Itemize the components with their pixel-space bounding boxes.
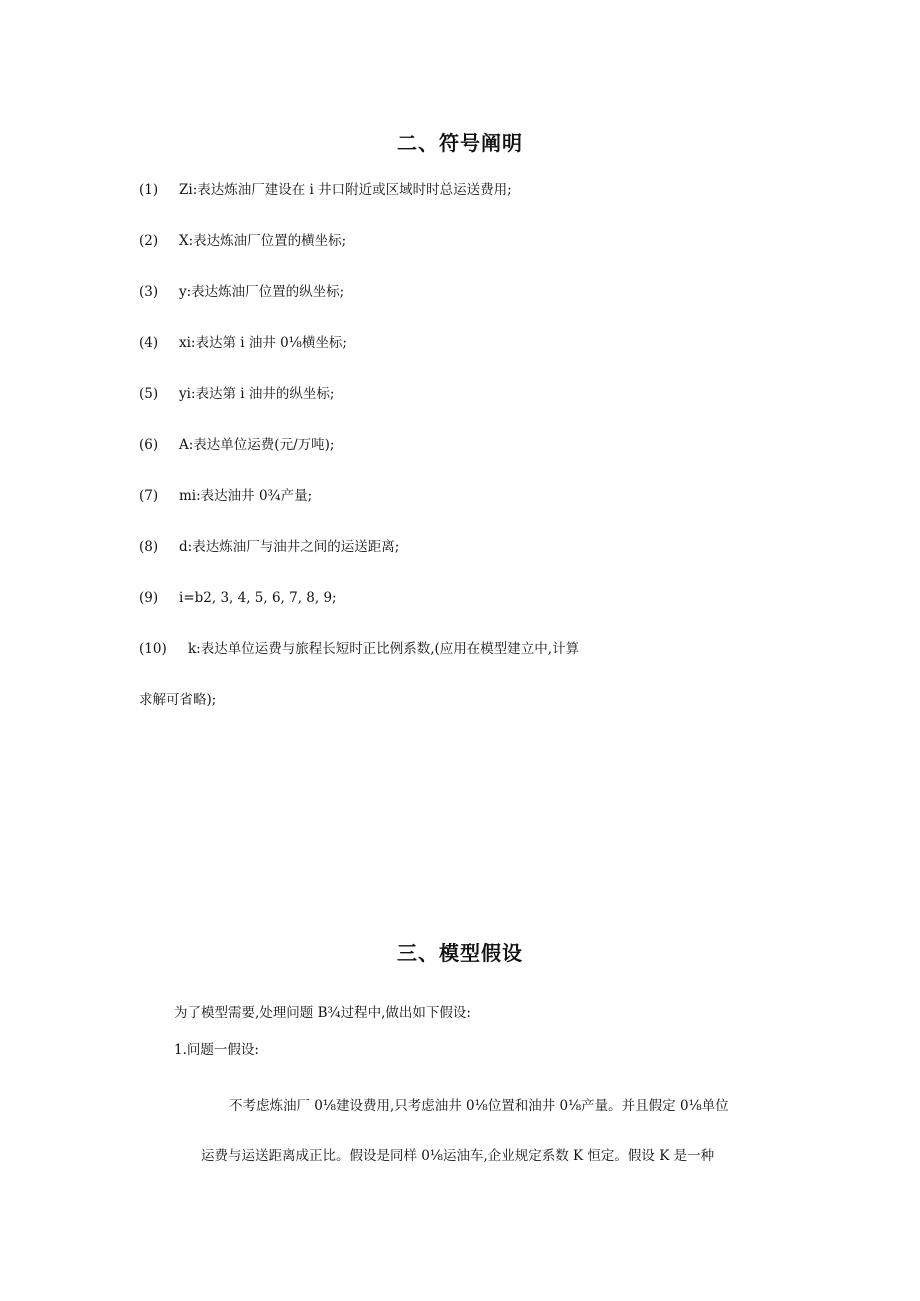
symbol-item-5 bbox=[139, 385, 334, 403]
symbol-item-6 bbox=[139, 436, 334, 454]
item-number: (4) bbox=[139, 335, 159, 351]
symbol-item-1 bbox=[139, 181, 512, 199]
item-text: yi:表达第 i 油井的纵坐标; bbox=[179, 386, 335, 402]
item-number: (3) bbox=[139, 284, 159, 300]
item-number: (9) bbox=[139, 590, 159, 606]
item-number: (6) bbox=[139, 437, 159, 453]
item-text: d:表达炼油厂与油井之间的运送距离; bbox=[179, 539, 400, 555]
symbol-item-9 bbox=[139, 589, 337, 607]
assumption-sub-heading-1: 1.问题一假设: bbox=[174, 1042, 259, 1058]
section-3-title: 三、模型假设 bbox=[397, 941, 523, 965]
section-2-title: 二、符号阐明 bbox=[397, 131, 523, 155]
item-number: (1) bbox=[139, 182, 159, 198]
symbol-item-3 bbox=[139, 283, 344, 301]
assumption-paragraph-line-2: 运费与运送距离成正比。假设是同样 0⅛运油车,企业规定系数 K 恒定。假设 K 是一种 bbox=[201, 1148, 715, 1164]
item-number: (8) bbox=[139, 539, 159, 555]
item-number: (10) bbox=[139, 641, 167, 657]
symbol-item-10-continuation: 求解可省略); bbox=[139, 692, 217, 708]
item-text: Zi:表达炼油厂建设在 i 井口附近或区域时时总运送费用; bbox=[179, 182, 512, 198]
symbol-item-8 bbox=[139, 538, 399, 556]
item-text: i=b2, 3, 4, 5, 6, 7, 8, 9; bbox=[179, 590, 337, 606]
item-text: xi:表达第 i 油井 0⅛横坐标; bbox=[179, 335, 347, 351]
item-text: A:表达单位运费(元/万吨); bbox=[179, 437, 335, 453]
item-number: (5) bbox=[139, 386, 159, 402]
item-text: k:表达单位运费与旅程长短时正比例系数,(应用在模型建立中,计算 bbox=[188, 641, 580, 657]
item-number: (2) bbox=[139, 233, 159, 249]
assumption-intro: 为了模型需要,处理问题 B¾过程中,做出如下假设: bbox=[174, 1005, 471, 1021]
symbol-item-10 bbox=[139, 640, 579, 658]
item-number: (7) bbox=[139, 488, 159, 504]
item-text: mi:表达油井 0¾产量; bbox=[179, 488, 313, 504]
symbol-item-4 bbox=[139, 334, 347, 352]
item-text: y:表达炼油厂位置的纵坐标; bbox=[179, 284, 345, 300]
item-text: X:表达炼油厂位置的横坐标; bbox=[179, 233, 347, 249]
symbol-item-2 bbox=[139, 232, 346, 250]
symbol-item-7 bbox=[139, 487, 312, 505]
assumption-paragraph-line-1: 不考虑炼油厂 0⅛建设费用,只考虑油井 0⅛位置和油井 0⅛产量。并且假定 0⅛单位 bbox=[229, 1098, 729, 1114]
